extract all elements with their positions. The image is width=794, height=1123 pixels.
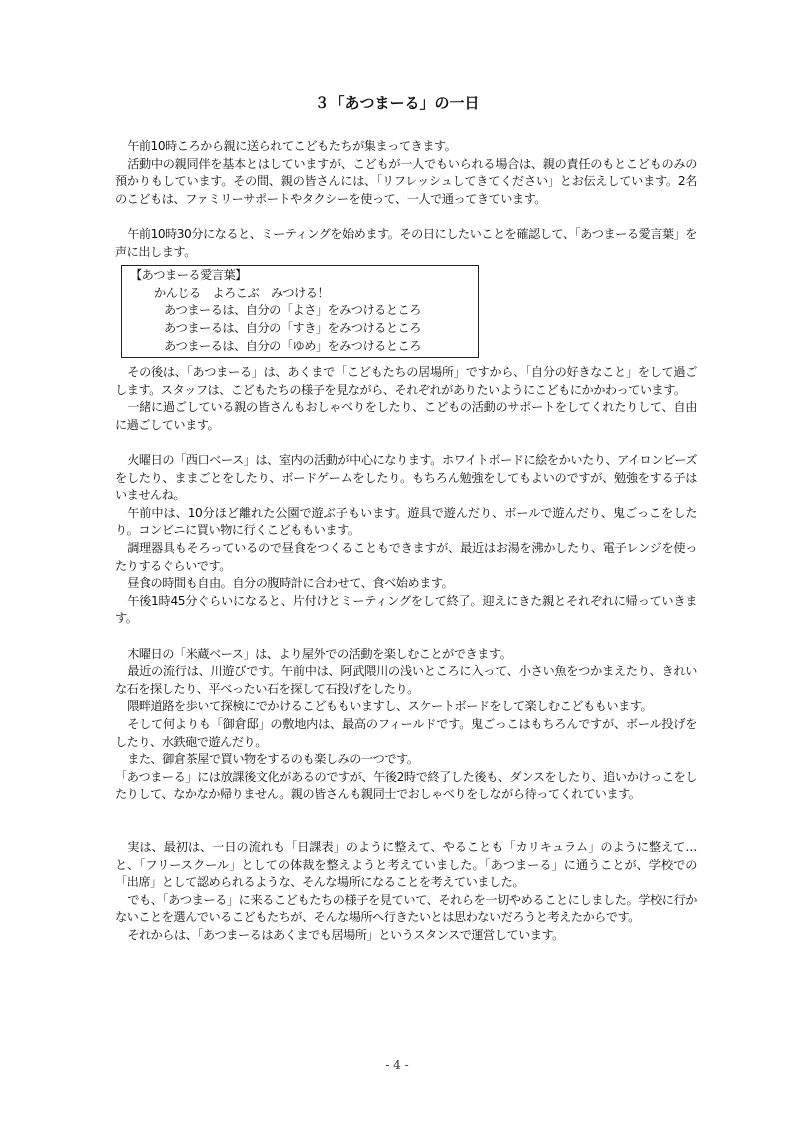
paragraph: そして何よりも「御倉邸」の敷地内は、最高のフィールドです。鬼ごっこはもちろんですが、ボール投げをしたり、水鉄砲で遊んだり。 [115,717,697,749]
paragraph: 「あつまーる」には放課後文化があるのですが、午後2時で終了した後も、ダンスをしたり、追いかけっこをしたりして、なかなか帰りません。親の皆さんも親同士でおしゃべりをしながら待ってくれています。 [115,769,697,802]
paragraph: また、御倉茶屋で買い物をするのも楽しみの一つです。 [127,752,419,767]
motto-box [121,265,479,358]
paragraph: 午前中は、10分ほど離れた公園で遊ぶ子もいます。遊具で遊んだり、ボールで遊んだり、鬼ごっこをしたり。コンビニに買い物に行くこどももいます。 [115,505,697,538]
paragraph: 一緒に過ごしている親の皆さんもおしゃべりをしたり、こどもの活動のサポートをしてくれたりして、自由に過ごしています。 [115,400,697,432]
motto-heading: 【あつまーる愛言葉】 [130,268,247,283]
body-text [115,138,697,945]
paragraph: 隈畔道路を歩いて探検にでかけるこどももいますし、スケートボードをして楽しむこどももいます。 [127,699,653,714]
motto-line: あつまーるは、自分の「ゆめ」をみつけるところ [164,338,421,353]
paragraph: でも、「あつまーる」に来るこどもたちの様子を見ていて、それらを一切やめることにしました。学校に行かないことを選んでいるこどもたちが、そんな場所へ行きたいとは思わないだろうと考えたからです。 [115,892,697,925]
page-number: - 4 - [385,1058,409,1072]
motto-line: あつまーるは、自分の「よさ」をみつけるところ [164,303,421,318]
paragraph: その後は、「あつまーる」は、あくまで「こどもたちの居場所」ですから、「自分の好きなこと」をして過ごします。スタッフは、こどもたちの様子を見ながら、それぞれがありたいようにこどもにかかわっています。 [115,365,697,397]
paragraph: 午前10時30分になると、ミーティングを始めます。その日にしたいことを確認して、「あつまーる愛言葉」を声に出します。 [115,226,697,259]
paragraph: 昼食の時間も自由。自分の腹時計に合わせて、食べ始めます。 [127,576,454,591]
paragraph: 調理器具もそろっているので昼食をつくることもできますが、最近はお湯を沸かしたり、電子レンジを使ったりするぐらいです。 [115,541,697,573]
paragraph: 最近の流行は、川遊びです。午前中は、阿武隈川の浅いところに入って、小さい魚をつかまえたり、きれいな石を探したり、平べったい石を探して石投げをしたり。 [115,664,697,696]
paragraph: それからは、「あつまーるはあくまでも居場所」というスタンスで運営しています。 [127,927,564,942]
paragraph: 実は、最初は、一日の流れも「日課表」のように整えて、やることも「カリキュラム」のように整えて…と、「フリースクール」としての体裁を整えようと考えていました。「あつまーる」に通うことが、学校での「出席」として認められるような、そんな場所になることを考えていました。 [115,839,697,890]
paragraph: 火曜日の「西口ベース」は、室内の活動が中心になります。ホワイトボードに絵をかいたり、アイロンビーズをしたり、ままごとをしたり、ボードゲームをしたり。もちろん勉強をしてもよいのですが、勉強をする子はいませんね。 [115,453,697,503]
page-title: ３「あつまーる」の一日 [314,94,480,112]
motto-subtitle: かんじる よろこぶ みつける！ [154,285,330,300]
motto-line: あつまーるは、自分の「すき」をみつけるところ [164,320,421,335]
paragraph: 木曜日の「米蔵ベース」は、より屋外での活動を楽しむことができます。 [127,646,512,661]
paragraph: 午後1時45分ぐらいになると、片付けとミーティングをして終了。迎えにきた親とそれぞれに帰っていきます。 [115,593,697,626]
paragraph: 午前10時ころから親に送られてこどもたちが集まってきます。 [127,139,457,153]
paragraph: 活動中の親同伴を基本とはしていますが、こどもが一人でもいられる場合は、親の責任のもとこどものみの預かりもしています。その間、親の皆さんには、「リフレッシュしてきてください」とお伝えしています。2名のこどもは、ファミリーサポートやタクシーを使って、一人で通ってきています。 [115,156,697,206]
